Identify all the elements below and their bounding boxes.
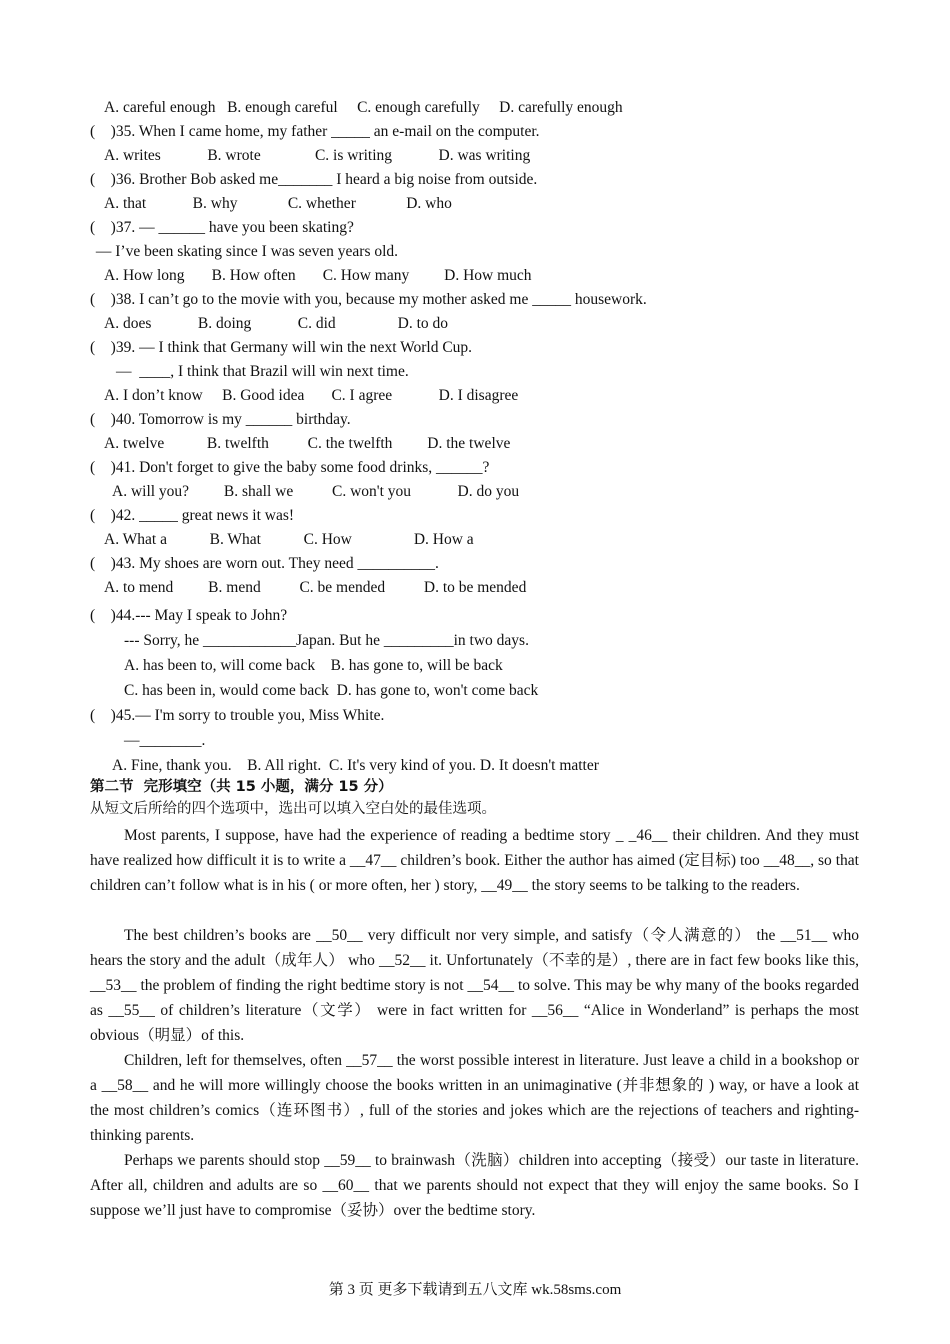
q38-options: A. does B. doing C. did D. to do [104, 315, 449, 332]
q36-options: A. that B. why C. whether D. who [104, 195, 452, 212]
q39-stem: ( )39. — I think that Germany will win the next World Cup. [90, 339, 473, 356]
section-title: 第二节 完形填空（共 15 小题，满分 15 分） [90, 779, 393, 795]
q41-stem: ( )41. Don't forget to give the baby some food drinks, ______? [90, 459, 490, 476]
q36-stem: ( )36. Brother Bob asked me_______ I heard a big noise from outside. [90, 171, 538, 188]
section-instruction: 从短文后所给的四个选项中，选出可以填入空白处的最佳选项。 [90, 801, 496, 817]
q34-options: A. careful enough B. enough careful C. enough carefully D. carefully enough [104, 99, 623, 116]
passage-paragraph-2 [90, 923, 859, 1048]
q37-reply: — I’ve been skating since I was seven years old. [92, 243, 399, 260]
q35-options: A. writes B. wrote C. is writing D. was writing [104, 147, 531, 164]
q45-reply: —________. [124, 732, 206, 749]
q37-options: A. How long B. How often C. How many D. How much [104, 267, 532, 284]
q39-reply: — ____, I think that Brazil will win next time. [116, 363, 409, 380]
passage-text-1: Most parents, I suppose, have had the experience of reading a bedtime story _ _46__ their children. And they must have realized how difficult it is to write a __47__ children’s book. Either the author has aimed (定目标) too __48__, so that children can’t follow what is in his ( or more often, her ) story, __49__ the story seems to be talking to the readers. [90, 827, 859, 894]
q38-stem: ( )38. I can’t go to the movie with you, because my mother asked me _____ housework. [90, 291, 647, 308]
passage-text-3: Children, left for themselves, often __57__ the worst possible interest in literature. Just leave a child in a bookshop or a __58__ and he will more willingly choose the books written in an unimaginative (并非想象的 ) way, or have a look at the most children’s comics（连环图书）, full of the stories and jokes which are the rejections of teachers and righting-thinking parents. [90, 1052, 859, 1144]
passage-paragraph-4 [90, 1148, 859, 1223]
q43-stem: ( )43. My shoes are worn out. They need __________. [90, 555, 439, 572]
q44-reply: --- Sorry, he ____________Japan. But he _________in two days. [124, 632, 529, 649]
q41-options: A. will you? B. shall we C. won't you D. do you [112, 483, 520, 500]
passage-paragraph-3 [90, 1048, 859, 1148]
q44-options-cd: C. has been in, would come back D. has gone to, won't come back [124, 682, 539, 699]
q44-options-ab: A. has been to, will come back B. has gone to, will be back [124, 657, 503, 674]
q39-options: A. I don’t know B. Good idea C. I agree D. I disagree [104, 387, 519, 404]
passage-text-4: Perhaps we parents should stop __59__ to brainwash（洗脑）children into accepting（接受）our taste in literature. After all, children and adults are so __60__ that we parents should not expect that they will enjoy the same books. So I suppose we’ll just have to compromise（妥协）over the bedtime story. [90, 1152, 859, 1219]
q45-options: A. Fine, thank you. B. All right. C. It's very kind of you. D. It doesn't matter [112, 757, 599, 774]
passage-paragraph-1 [90, 823, 859, 898]
q40-stem: ( )40. Tomorrow is my ______ birthday. [90, 411, 351, 428]
q43-options: A. to mend B. mend C. be mended D. to be mended [104, 579, 527, 596]
q42-options: A. What a B. What C. How D. How a [104, 531, 474, 548]
q37-stem: ( )37. — ______ have you been skating? [90, 219, 354, 236]
q44-stem: ( )44.--- May I speak to John? [90, 607, 288, 624]
page-footer: 第 3 页 更多下载请到五八文库 wk.58sms.com [328, 1282, 622, 1298]
q40-options: A. twelve B. twelfth C. the twelfth D. the twelve [104, 435, 511, 452]
q35-stem: ( )35. When I came home, my father _____ an e-mail on the computer. [90, 123, 540, 140]
passage-text-2: The best children’s books are __50__ very difficult nor very simple, and satisfy（令人满意的） the __51__ who hears the story and the adult（成年人） who __52__ it. Unfortunately（不幸的是）, there are in fact few books like this, __53__ the problem of finding the right bedtime story is not __54__ to solve. This may be why many of the books regarded as __55__ of children’s literature（文学） were in fact written for __56__ “Alice in Wonderland” is perhaps the most obvious（明显）of this. [90, 927, 859, 1044]
q42-stem: ( )42. _____ great news it was! [90, 507, 295, 524]
q45-stem: ( )45.— I'm sorry to trouble you, Miss White. [90, 707, 385, 724]
